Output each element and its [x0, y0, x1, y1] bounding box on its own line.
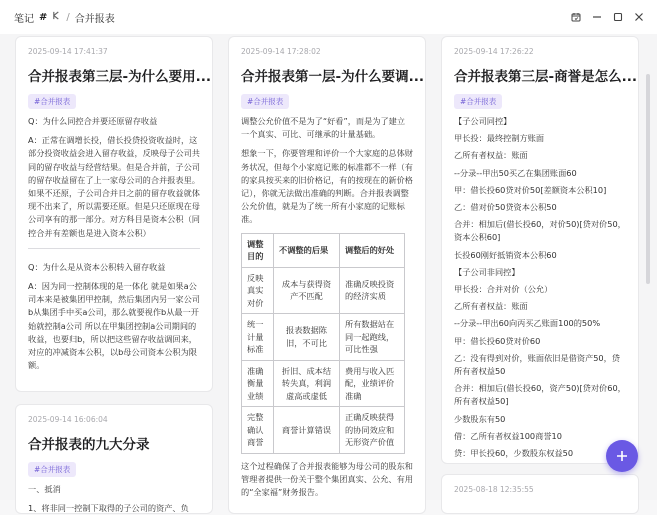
note-title: 合并报表第一层-为什么要调...	[241, 69, 424, 85]
note-card[interactable]	[441, 474, 639, 514]
note-title: 合并报表的九大分录	[28, 437, 150, 453]
note-line: 长投60刚好抵销资本公积60	[454, 249, 557, 260]
breadcrumb	[14, 10, 115, 25]
note-paragraph: 这个过程确保了合并报表能够为母公司的股东和管理者提供一份关于整个集团真实、公允、有用的“全家福”财务报告。	[241, 460, 413, 498]
note-paragraph: 调整公允价值不是为了“好看”，而是为了建立一个真实、可比、可继承的计量基础。	[241, 116, 406, 140]
note-line: 甲：借长投60贷对价60	[454, 335, 541, 346]
divider	[28, 248, 200, 249]
breadcrumb-current: 合并报表	[74, 13, 115, 25]
note-line: 少数股东有50	[454, 413, 506, 424]
note-line: --分录--甲出60向丙买乙账面100的50%	[454, 318, 601, 329]
table-cell: 正确反映获得的协同效应和无形资产价值	[340, 407, 405, 454]
table-row	[242, 314, 405, 361]
table-header: 调整后的好处	[340, 233, 405, 267]
k-icon[interactable]	[52, 11, 61, 23]
note-line: 【子公司同控】	[454, 116, 512, 126]
table-row	[242, 407, 405, 454]
table-cell: 成本与获得资产不匹配	[274, 267, 340, 314]
note-line: 甲长投：最终控制方账面	[454, 133, 545, 144]
note-line: 借：乙所有者权益100商誉10	[454, 430, 562, 441]
add-note-button[interactable]	[606, 440, 638, 472]
note-card[interactable]	[15, 404, 213, 514]
top-bar	[0, 0, 657, 34]
note-line: 合并：相加后(借长投60，资产50)[贷对价60，所有者权益50]	[454, 383, 626, 407]
table-cell: 折旧、成本结转失真，利润虚高或虚低	[274, 360, 340, 407]
table-header: 调整目的	[242, 233, 274, 267]
note-card[interactable]	[441, 36, 639, 464]
note-title: 合并报表第三层-商誉是怎么...	[454, 69, 637, 85]
note-date: 2025-09-14 17:28:02	[241, 47, 321, 56]
plus-icon	[616, 450, 628, 462]
note-question: Q：为什么是从资本公积转入留存收益	[28, 261, 166, 272]
note-line: 【子公司非同控】	[454, 266, 520, 277]
note-answer: A：正常在调增长投，借长投贷投资收益时，这部分投资收益会进入留存收益，反映母子公司共同的留存收益与经营结果。但是合并前，子公司的留存收益留在了上一家母公司的合并报表里。如果不还原，子公司合并日之前的留存收益就体现不出来了，所以需要还原。但是只还原现在母公司享有的那一部分。对方科目是资本公积（同控合并有差额也是进入资本公积）	[28, 135, 200, 238]
note-question: Q：为什么同控合并要还原留存收益	[28, 116, 158, 126]
note-date: 2025-09-14 17:26:22	[454, 47, 534, 56]
note-date: 2025-09-14 16:06:04	[28, 415, 108, 424]
table-header: 不调整的后果	[274, 233, 340, 267]
table-cell: 所有数据站在同一起跑线，可比性强	[340, 314, 405, 361]
note-line: 一、抵消	[28, 484, 61, 494]
table-cell: 准确衡量业绩	[242, 360, 274, 407]
note-line: 1、将非同一控制下取得的子公司的资产、负	[28, 503, 189, 514]
note-tag[interactable]: #合并报表	[241, 94, 289, 109]
table-cell: 准确反映投资的经济实质	[340, 267, 405, 314]
note-line: 乙：借对价50贷资本公积50	[454, 202, 557, 213]
note-line: 乙所有者权益：账面	[454, 301, 528, 312]
table-cell: 费用与收入匹配，业绩评价准确	[340, 360, 405, 407]
note-card[interactable]	[15, 36, 213, 392]
note-title: 合并报表第三层-为什么要用...	[28, 69, 211, 85]
table-cell: 统一计量标准	[242, 314, 274, 361]
adjust-table	[241, 233, 405, 454]
note-line: 甲长投：合并对价（公允）	[454, 284, 553, 295]
hash-icon[interactable]: #	[39, 11, 48, 23]
table-cell: 完整确认商誉	[242, 407, 274, 454]
notes-board	[0, 34, 657, 514]
maximize-icon[interactable]	[612, 11, 624, 23]
note-date: 2025-08-18 12:35:55	[454, 485, 534, 494]
minimize-icon[interactable]	[591, 11, 603, 23]
note-card[interactable]	[228, 36, 426, 514]
note-line: 贷：甲长投60，少数股东权益50	[454, 448, 574, 459]
note-tag[interactable]: #合并报表	[454, 94, 502, 109]
note-answer: A：因为同一控制体现的是一体化 就是如果a公司本来是被集团甲控制，然后集团内另一家公司b从集团手中买a公司，那么就要视作b从最一开始就控制a公司 所以在甲集团控制a公司期间的收益，也要归b，所以把这些留存收益调回来，对应的冲减资本公积，以b母公司资本公积为限额。	[28, 281, 200, 371]
note-line: 甲：借长投60贷对价50[差额资本公积10]	[454, 184, 607, 195]
table-header-row	[242, 233, 405, 267]
calendar-icon[interactable]	[570, 11, 582, 23]
breadcrumb-root[interactable]: 笔记	[14, 13, 34, 25]
note-body	[454, 115, 626, 460]
note-tag[interactable]: #合并报表	[28, 462, 76, 477]
note-line: --分录--甲出50买乙在集团账面60	[454, 167, 577, 178]
table-cell: 商誉计算错误	[274, 407, 340, 454]
table-row	[242, 360, 405, 407]
table-row	[242, 267, 405, 314]
note-date: 2025-09-14 17:41:37	[28, 47, 108, 56]
breadcrumb-separator: /	[66, 11, 70, 23]
table-cell: 反映真实对价	[242, 267, 274, 314]
scrollbar[interactable]	[646, 74, 650, 284]
table-cell: 报表数据陈旧，不可比	[274, 314, 340, 361]
note-paragraph: 想象一下，你要管理和评价一个大家庭的总体财务状况，但每个小家庭记账的标准都不一样（有的家具按买来的旧价格记，有的按现在的新价格记），你就无法做出准确的判断。合并报表调整公允价值，就是为了统一所有小家庭的记账标准。	[241, 148, 413, 225]
note-tag[interactable]: #合并报表	[28, 94, 76, 109]
close-icon[interactable]	[633, 11, 645, 23]
note-line: 乙所有者权益：账面	[454, 150, 528, 161]
note-line: 乙：没有得到对价，账面依旧是借资产50，贷所有者权益50	[454, 352, 620, 377]
note-line: 合并：相加后(借长投60，对价50)[贷对价50，资本公积60]	[454, 219, 626, 243]
